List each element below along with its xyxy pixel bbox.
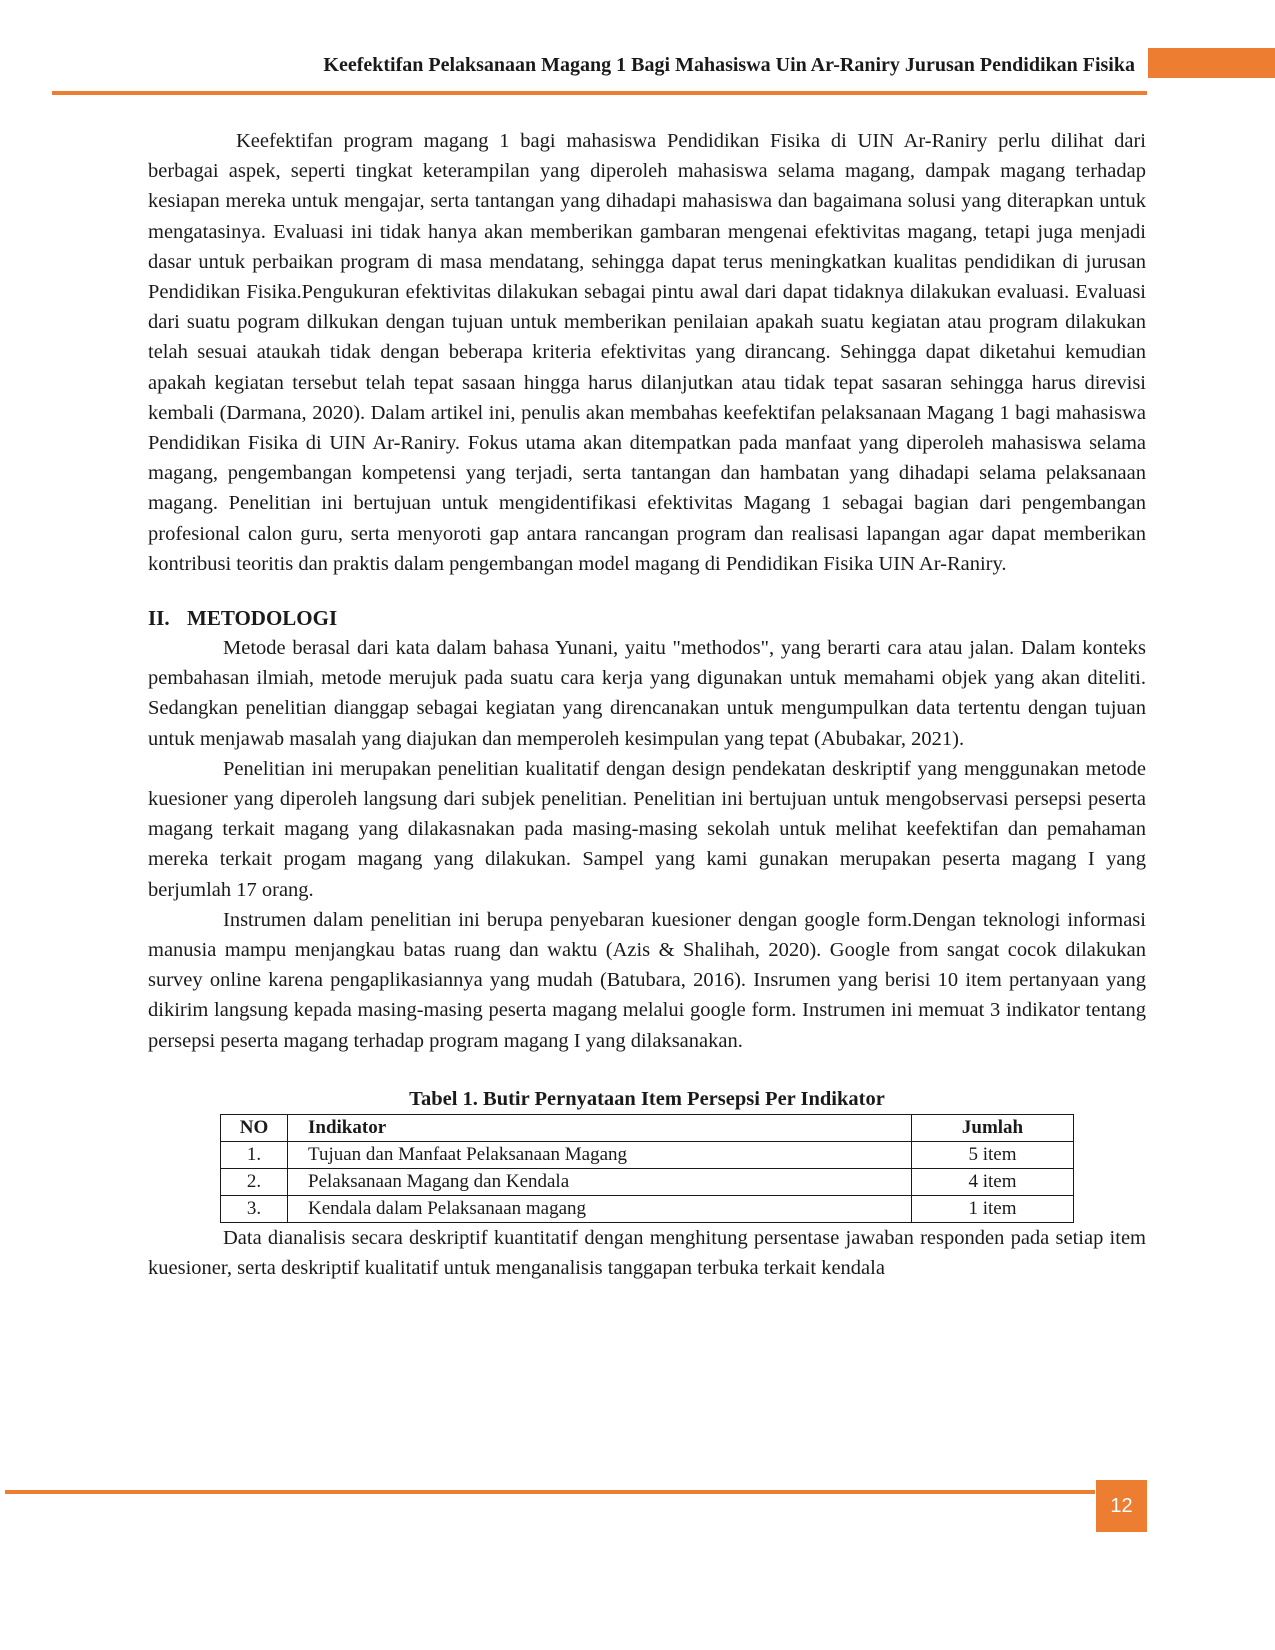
table-row [221,1141,1074,1168]
cell-jumlah: 4 item [912,1168,1074,1195]
method-paragraph-3: Instrumen dalam penelitian ini berupa penyebaran kuesioner dengan google form.Dengan teknologi informasi manusia mampu menjangkau batas ruang dan waktu (Azis & Shalihah, 2020). Google from sangat cocok dilakukan survey online karena pengaplikasiannya yang mudah (Batubara, 2016). Insrumen yang berisi 10 item pertanyaan yang dikirim langsung kepada masing-masing peserta magang melalui google form. Instrumen ini memuat 3 indikator tentang persepsi peserta magang terhadap program magang I yang dilaksanakan. [148,908,1146,1052]
table-caption: Tabel 1. Butir Pernyataan Item Persepsi Per Indikator [409,1087,885,1110]
analysis-paragraph: Data dianalisis secara deskriptif kuantitatif dengan menghitung persentase jawaban responden pada setiap item kuesioner, serta deskriptif kualitatif untuk menganalisis tanggapan terbuka terkait kendala [148,1226,1146,1280]
section-heading [148,603,1146,633]
cell-indikator: Kendala dalam Pelaksanaan magang [288,1195,912,1222]
header-no: NO [221,1114,288,1141]
header-divider [52,91,1147,95]
cell-no: 2. [221,1168,288,1195]
table-header-row [221,1114,1074,1141]
page-number-badge: 12 [1096,1480,1147,1532]
table-row [221,1195,1074,1222]
indicator-table [220,1114,1074,1223]
table-row [221,1168,1074,1195]
method-paragraph-1: Metode berasal dari kata dalam bahasa Yunani, yaitu "methodos", yang berarti cara atau jalan. Dalam konteks pembahasan ilmiah, metode merujuk pada suatu cara kerja yang digunakan untuk memahami objek yang akan diteliti. Sedangkan penelitian dianggap sebagai kegiatan yang direncanakan untuk mengumpulkan data tertentu dengan tujuan untuk menjawab masalah yang diajukan dan memperoleh kesimpulan yang tepat (Abubakar, 2021). [148,637,1146,750]
method-paragraph-2: Penelitian ini merupakan penelitian kualitatif dengan design pendekatan deskriptif yang menggunakan metode kuesioner yang diperoleh langsung dari subjek penelitian. Penelitian ini bertujuan untuk mengobservasi persepsi peserta magang terkait magang yang dilakasnakan pada masing-masing sekolah untuk melihat keefektifan dan pemahaman mereka terkait progam magang yang dilakukan. Sampel yang kami gunakan merupakan peserta magang I yang berjumlah 17 orang. [148,757,1146,901]
cell-jumlah: 1 item [912,1195,1074,1222]
cell-indikator: Pelaksanaan Magang dan Kendala [288,1168,912,1195]
cell-jumlah: 5 item [912,1141,1074,1168]
header-indikator: Indikator [288,1114,912,1141]
header-jumlah: Jumlah [912,1114,1074,1141]
cell-no: 3. [221,1195,288,1222]
section-title: METODOLOGI [187,606,338,631]
header-accent-bar [1148,48,1275,78]
cell-no: 1. [221,1141,288,1168]
footer-divider [5,1490,1095,1494]
intro-paragraph: Keefektifan program magang 1 bagi mahasiswa Pendidikan Fisika di UIN Ar-Raniry perlu dilihat dari berbagai aspek, seperti tingkat keterampilan yang diperoleh mahasiswa selama magang, dampak magang terhadap kesiapan mereka untuk mengajar, serta tantangan yang dihadapi mahasiswa dan bagaimana solusi yang diterapkan untuk mengatasinya. Evaluasi ini tidak hanya akan memberikan gambaran mengenai efektivitas magang, tetapi juga menjadi dasar untuk perbaikan program di masa mendatang, sehingga dapat terus meningkatkan kualitas pendidikan di jurusan Pendidikan Fisika.Pengukuran efektivitas dilakukan sebagai pintu awal dari dapat tidaknya dilakukan evaluasi. Evaluasi dari suatu pogram dilkukan dengan tujuan untuk memberikan penilaian apakah suatu kegiatan atau program dilakukan telah sesuai ataukah tidak dengan beberapa kriteria efektivitas yang dirancang. Sehingga dapat diketahui kemudian apakah kegiatan tersebut telah tepat sasaan hingga harus dilanjutkan atau tidak tepat sasaran sehingga harus direvisi kembali (Darmana, 2020). Dalam artikel ini, penulis akan membahas keefektifan pelaksanaan Magang 1 bagi mahasiswa Pendidikan Fisika di UIN Ar-Raniry. Fokus utama akan ditempatkan pada manfaat yang diperoleh mahasiswa selama magang, pengembangan kompetensi yang terjadi, serta tantangan dan hambatan yang dihadapi selama pelaksanaan magang. Penelitian ini bertujuan untuk mengidentifikasi efektivitas Magang 1 sebagai bagian dari pengembangan profesional calon guru, serta menyoroti gap antara rancangan program dan realisasi lapangan agar dapat memberikan kontribusi teoritis dan praktis dalam pengembangan model magang di Pendidikan Fisika UIN Ar-Raniry. [148,130,1146,575]
section-number: II. [148,606,170,631]
article-body [148,126,1146,1283]
cell-indikator: Tujuan dan Manfaat Pelaksanaan Magang [288,1141,912,1168]
running-header-title: Keefektifan Pelaksanaan Magang 1 Bagi Mahasiswa Uin Ar-Raniry Jurusan Pendidikan Fisika [323,54,1135,76]
